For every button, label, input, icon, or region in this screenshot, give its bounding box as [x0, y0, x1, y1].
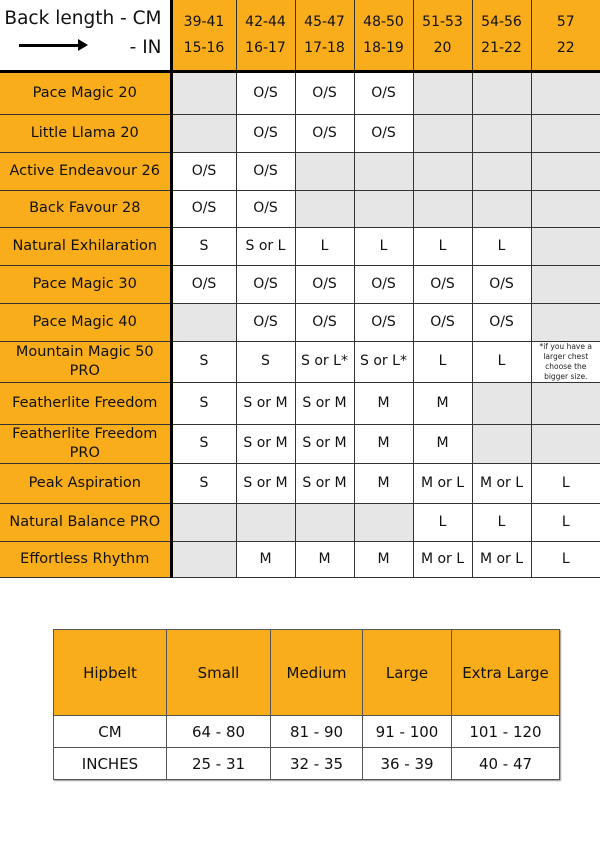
size-cell — [531, 71, 600, 114]
size-cell: L — [472, 341, 531, 382]
size-cell: L — [413, 227, 472, 265]
size-cell: M or L — [472, 541, 531, 577]
size-cell: S — [171, 424, 236, 463]
size-cell — [295, 503, 354, 541]
size-cell: S — [171, 227, 236, 265]
table-row — [0, 503, 600, 541]
size-cell: O/S — [171, 152, 236, 190]
size-cell: O/S — [236, 152, 295, 190]
table-row — [0, 382, 600, 424]
size-cell: S — [171, 341, 236, 382]
size-cell: S — [171, 382, 236, 424]
size-cell: L — [531, 541, 600, 577]
size-cell: O/S — [354, 71, 413, 114]
size-cell: M — [354, 424, 413, 463]
hipbelt-range-cell: 101 - 120 — [452, 716, 560, 748]
size-cell — [531, 303, 600, 341]
hipbelt-range-cell: 25 - 31 — [167, 748, 271, 780]
size-cell — [531, 382, 600, 424]
size-cell: O/S — [236, 71, 295, 114]
size-cell: O/S — [236, 303, 295, 341]
size-cell — [171, 541, 236, 577]
column-in-range: 21-22 — [481, 39, 522, 56]
size-cell — [413, 114, 472, 152]
hipbelt-header-cell: Hipbelt — [54, 630, 167, 716]
size-cell: L — [472, 503, 531, 541]
hipbelt-range-cell: 32 - 35 — [271, 748, 363, 780]
size-cell — [472, 114, 531, 152]
column-cm-range: 57 — [556, 13, 575, 30]
size-cell — [472, 424, 531, 463]
size-cell: M — [413, 424, 472, 463]
size-cell: M — [354, 463, 413, 503]
size-cell — [295, 190, 354, 227]
size-cell: O/S — [236, 114, 295, 152]
size-cell: L — [472, 227, 531, 265]
column-in-range: 22 — [556, 39, 575, 56]
size-cell: L — [295, 227, 354, 265]
back-length-cm-label: Back length - CM — [4, 8, 162, 29]
footnote-cell: *if you have a larger chest choose the bigger size. — [531, 341, 600, 382]
size-cell — [472, 71, 531, 114]
size-cell — [472, 382, 531, 424]
table-row — [0, 541, 600, 577]
size-cell — [531, 265, 600, 303]
product-name: Natural Balance PRO — [0, 503, 171, 541]
size-cell — [531, 227, 600, 265]
size-cell: L — [413, 341, 472, 382]
column-in-range: 16-17 — [245, 39, 286, 56]
hipbelt-header-cell: Small — [167, 630, 271, 716]
hipbelt-range-cell: 64 - 80 — [167, 716, 271, 748]
hipbelt-row — [54, 716, 560, 748]
size-cell: O/S — [171, 265, 236, 303]
size-cell: L — [531, 463, 600, 503]
hipbelt-range-cell: 81 - 90 — [271, 716, 363, 748]
hipbelt-range-cell: 40 - 47 — [452, 748, 560, 780]
size-cell: O/S — [354, 265, 413, 303]
hipbelt-header-cell: Medium — [271, 630, 363, 716]
size-cell — [236, 503, 295, 541]
size-cell: O/S — [295, 265, 354, 303]
size-cell: S — [236, 341, 295, 382]
size-cell: S or M — [236, 382, 295, 424]
size-cell — [413, 152, 472, 190]
size-cell: M — [354, 541, 413, 577]
size-cell — [171, 303, 236, 341]
size-cell: M — [413, 382, 472, 424]
size-cell: S or M — [295, 382, 354, 424]
product-name: Natural Exhilaration — [0, 227, 171, 265]
size-cell: M or L — [472, 463, 531, 503]
size-cell: M or L — [413, 463, 472, 503]
size-cell: S — [171, 463, 236, 503]
size-cell: O/S — [354, 303, 413, 341]
hipbelt-row — [54, 748, 560, 780]
size-cell — [472, 152, 531, 190]
product-name: Featherlite Freedom — [0, 382, 171, 424]
hipbelt-range-cell: 36 - 39 — [363, 748, 452, 780]
column-cm-range: 45-47 — [304, 13, 345, 30]
size-cell: S or L* — [354, 341, 413, 382]
size-cell: O/S — [236, 265, 295, 303]
size-cell — [354, 152, 413, 190]
table-row — [0, 227, 600, 265]
hipbelt-size-table — [53, 629, 560, 780]
column-cm-range: 48-50 — [363, 13, 404, 30]
product-name: Peak Aspiration — [0, 463, 171, 503]
size-cell: M or L — [413, 541, 472, 577]
size-column-header — [295, 0, 354, 71]
table-row — [0, 71, 600, 114]
size-cell — [413, 71, 472, 114]
column-cm-range: 51-53 — [422, 13, 463, 30]
product-name: Effortless Rhythm — [0, 541, 171, 577]
column-cm-range: 54-56 — [481, 13, 522, 30]
size-cell: M — [295, 541, 354, 577]
size-cell: O/S — [236, 190, 295, 227]
column-cm-range: 39-41 — [183, 13, 225, 30]
table-row — [0, 341, 600, 382]
size-cell — [531, 152, 600, 190]
size-cell: O/S — [295, 114, 354, 152]
size-column-header — [413, 0, 472, 71]
size-cell: O/S — [472, 265, 531, 303]
size-cell: O/S — [354, 114, 413, 152]
table-row — [0, 114, 600, 152]
table-row — [0, 190, 600, 227]
size-cell — [354, 503, 413, 541]
size-cell: L — [531, 503, 600, 541]
size-cell — [171, 503, 236, 541]
size-column-header — [236, 0, 295, 71]
product-name: Pace Magic 20 — [0, 71, 171, 114]
size-cell: M — [236, 541, 295, 577]
size-cell — [472, 190, 531, 227]
size-cell: M — [354, 382, 413, 424]
hipbelt-header-row — [54, 630, 560, 716]
product-name: Back Favour 28 — [0, 190, 171, 227]
size-cell: L — [413, 503, 472, 541]
size-cell: S or M — [295, 463, 354, 503]
table-row — [0, 265, 600, 303]
product-name: Pace Magic 40 — [0, 303, 171, 341]
size-cell — [531, 190, 600, 227]
hipbelt-unit-label: INCHES — [54, 748, 167, 780]
right-arrow-icon — [19, 44, 82, 47]
size-cell — [413, 190, 472, 227]
column-cm-range: 42-44 — [245, 13, 286, 30]
size-cell — [295, 152, 354, 190]
product-name: Mountain Magic 50 PRO — [0, 341, 171, 382]
size-cell: O/S — [413, 303, 472, 341]
size-cell: S or L — [236, 227, 295, 265]
size-cell: L — [354, 227, 413, 265]
size-cell: O/S — [295, 303, 354, 341]
table-row — [0, 424, 600, 463]
hipbelt-unit-label: CM — [54, 716, 167, 748]
column-in-range: 15-16 — [183, 39, 225, 56]
table-row — [0, 303, 600, 341]
size-cell — [531, 114, 600, 152]
product-name: Active Endeavour 26 — [0, 152, 171, 190]
size-column-header — [171, 0, 236, 71]
size-column-header — [531, 0, 600, 71]
size-cell — [171, 71, 236, 114]
product-name: Pace Magic 30 — [0, 265, 171, 303]
column-in-range: 20 — [433, 39, 452, 56]
size-cell: S or M — [295, 424, 354, 463]
hipbelt-header-cell: Large — [363, 630, 452, 716]
size-cell: O/S — [171, 190, 236, 227]
header-row — [0, 0, 600, 71]
table-row — [0, 463, 600, 503]
hipbelt-range-cell: 91 - 100 — [363, 716, 452, 748]
table-row — [0, 152, 600, 190]
hipbelt-header-cell: Extra Large — [452, 630, 560, 716]
size-cell: O/S — [295, 71, 354, 114]
size-cell: S or L* — [295, 341, 354, 382]
size-cell: S or M — [236, 424, 295, 463]
back-length-in-label: - IN — [129, 37, 162, 58]
product-name: Little Llama 20 — [0, 114, 171, 152]
size-cell — [531, 424, 600, 463]
column-in-range: 17-18 — [304, 39, 345, 56]
column-in-range: 18-19 — [363, 39, 404, 56]
size-cell: O/S — [472, 303, 531, 341]
product-name: Featherlite Freedom PRO — [0, 424, 171, 463]
size-cell — [171, 114, 236, 152]
size-column-header — [472, 0, 531, 71]
size-cell — [354, 190, 413, 227]
size-cell: O/S — [413, 265, 472, 303]
back-length-label-cell — [0, 0, 171, 71]
size-cell: S or M — [236, 463, 295, 503]
size-column-header — [354, 0, 413, 71]
